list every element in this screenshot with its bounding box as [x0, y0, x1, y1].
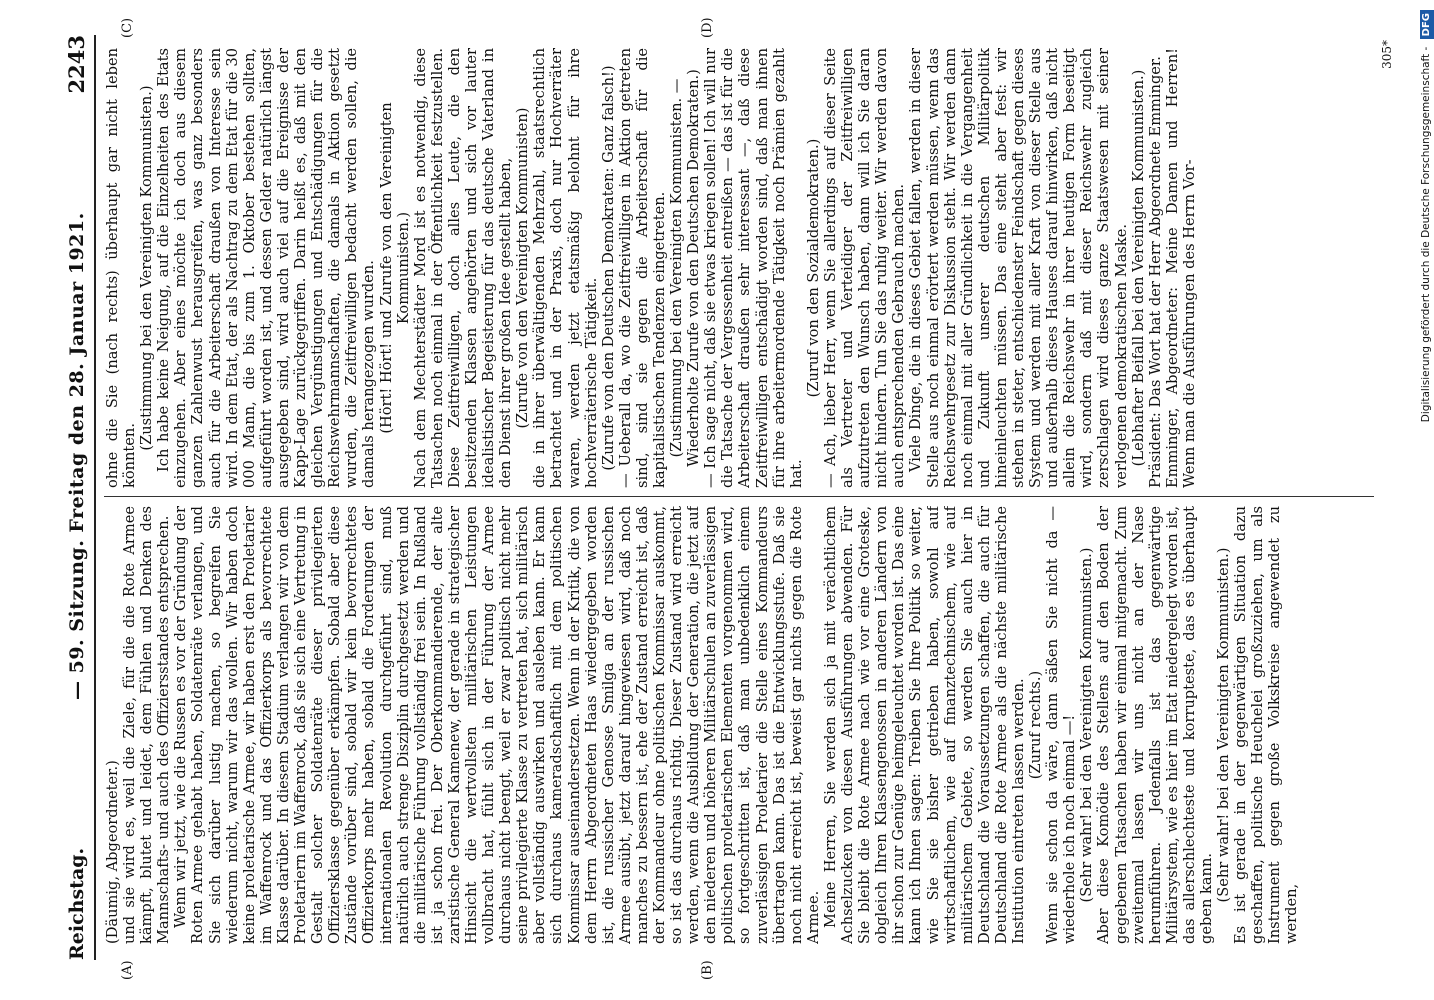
page-number: 2243: [64, 35, 89, 94]
paragraph: die in ihrer überwältigenden Mehrzahl, staatsrechtlich betrachtet und in der Praxis, doch nur Hochverräter waren, werden jetzt etatsmäßig belohnt für ihre hochverräterische Tätigkeit.: [531, 48, 600, 488]
paragraph: — Ich sage nicht, daß sie etwas kriegen sollen! Ich will nur die Tatsache der Vergessenheit entreißen — das ist für die Arbeiterschaft draußen sehr interessant —, daß diese Zeitfreiwilligen entschädigt worden sind, daß man ihnen für ihre arbeitermordende Tätigkeit noch Prämien gezahlt hat.: [702, 48, 805, 488]
paragraph: und sie wird es, weil die Ziele, für die die Rote Armee kämpft, blutet und leidet, dem Fühlen und Denken des Mannschafts- und auch des Offiziersstandes entsprechen.: [121, 506, 173, 944]
margin-marker-c: (C): [120, 17, 135, 38]
column-divider: [104, 496, 1374, 497]
right-text-column: [104, 48, 1374, 488]
paragraph: (Däumig, Abgeordneter.): [104, 760, 121, 944]
paragraph: (Sehr wahr! bei den Vereinigten Kommunisten.): [1215, 547, 1233, 903]
paragraph: (Zurufe von den Deutschen Demokraten: Ganz falsch!): [599, 65, 617, 471]
paragraph: (Zuruf von den Sozialdemokraten.): [804, 138, 822, 398]
paragraph: (Zustimmung bei den Vereinigten Kommunisten. — Wiederholte Zurufe von den Deutschen Demokraten.): [668, 69, 703, 467]
paragraph: Wenn sie schon da wäre, dann säßen Sie nicht da — wiederhole ich noch einmal —!: [1044, 506, 1079, 944]
margin-marker-a: (A): [120, 960, 135, 980]
header-session-date: — 59. Sitzung. Freitag den 28. Januar 1921.: [66, 212, 88, 700]
paragraph: (Zustimmung bei den Vereinigten Kommunisten.): [138, 85, 156, 451]
paragraph: Nach dem Mechterstädter Mord ist es notwendig, diese Tatsachen noch einmal in der Öffentlichkeit festzustellen. Diese Zeitfreiwilligen, doch alles Leute, die den besitzenden Klassen angehörten und sich vor lauter idealistischer Begeisterung für das deutsche Vaterland in den Dienst ihrer großen Idee gestellt haben,: [411, 48, 515, 488]
paragraph: ohne die Sie (nach rechts) überhaupt gar nicht leben könnten.: [104, 48, 139, 488]
paragraph: — Ueberall da, wo die Zeitfreiwilligen in Aktion getreten sind, sind sie gegen die Arbeiterschaft für die kapitalistischen Tendenzen eingetreten.: [616, 48, 668, 488]
paragraph: Viele Dinge, die in dieses Gebiet fallen, werden in dieser Stelle aus noch einmal erörtert werden müssen, wenn das Reichswehrgesetz zur Diskussion steht. Wir werden dann noch einmal mit aller Gründlichkeit in die Vergangenheit und Zukunft unserer deutschen Militärpolitik hineinleuchten müssen. Das eine steht aber fest: wir stehen in steter, entschiedenster Feindschaft gegen dieses System und werden mit aller Kraft von dieser Stelle aus und außerhalb dieses Hauses darauf hinwirken, daß nicht allein die Reichswehr in ihrer heutigen Form beseitigt wird, sondern daß mit dieser Reichswehr zugleich zerschlagen wird dieses ganze Staatswesen mit seiner verlogenen demokratischen Maske.: [907, 48, 1130, 488]
signature-mark: 305*: [1380, 40, 1394, 69]
paragraph: (Lebhafter Beifall bei den Vereinigten Kommunisten.): [1129, 69, 1147, 467]
paragraph: (Hört! Hört! und Zurufe von den Vereinigten Kommunisten.): [377, 102, 412, 434]
header-left: Reichstag.: [66, 847, 88, 960]
paragraph: — Ach, lieber Herr, wenn Sie allerdings auf dieser Seite als Vertreter und Verteidiger der Zeitfreiwilligen aufzutreten den Wunsch haben, dann will ich Sie daran nicht hindern. Tun Sie das ruhig weiter. Wir werden davon auch entsprechenden Gebrauch machen.: [821, 48, 908, 488]
paragraph: Meine Herren, Sie werden sich ja mit verächtlichem Achselzucken von diesen Ausführungen abwenden. Für Sie bleibt die Rote Armee nach wie vor eine Groteske, obgleich Ihren Klassengenossen in anderen Ländern von ihr schon zur Genüge heimgeleuchtet worden ist. Das eine kann ich Ihnen sagen: Treiben Sie Ihre Politik so weiter, wie Sie sie bisher getrieben haben, sowohl auf wirtschaftlichem, wie auf finanztechnischem, wie auf militärischem Gebiete, so werden Sie auch hier in Deutschland die Voraussetzungen schaffen, die auch für Deutschland die Rote Armee als die nächste militärische Institution eintreten lassen werden.: [821, 506, 1027, 944]
paragraph: Präsident: Das Wort hat der Herr Abgeordnete Emminger.: [1146, 56, 1164, 488]
paragraph: Wenn wir jetzt, wie die Russen es vor der Gründung der Roten Armee gehabt haben, Soldatenräte verlangen, und Sie sich darüber lustig machen, so begreifen Sie wiederum nicht, warum wir das wollen. Wir haben doch keine proletarische Armee, wir haben erst den Proletarier im Waffenrock und das Offizierkorps als bevorrechtete Klasse darüber. In diesem Stadium verlangen wir von dem Proletariern im Waffenrock, daß sie sich eine Vertretung in Gestalt solcher Soldatenräte dieser privilegierten Offiziersklasse gegenüber erkämpfen. Sobald aber diese Zustände vorüber sind, sobald wir kein bevorrechtetes Offizierkorps mehr haben, sobald die Forderungen der internationalen Revolution durchgeführt sind, muß natürlich auch strenge Disziplin durchgesetzt werden und die militärische Führung vollständig frei sein. In Rußland ist ja schon frei. Der Oberkommandierende, der alte zaristische General Kamenew, der gerade in strategischer Hinsicht die wertvollsten militärischen Leistungen vollbracht hat, fühlt sich in der Führung der Armee durchaus nicht beengt, weil er zwar politisch nicht mehr seine privilegierte Klasse zu vertreten hat, sich militärisch aber vollständig auswirken und ausleben kann. Er kann sich durchaus kameradschaftlich mit dem politischen Kommissar auseinandersetzen. Wenn in der Kritik, die von dem Herrn Abgeordneten Haas wiedergegeben worden ist, die russischer Genosse Smilga an der russischen Armee ausübt, jetzt darauf hingewiesen wird, daß noch manches zu bessern ist, ehe der Zustand erreicht ist, daß der Kommandeur ohne politischen Kommissar auskommt, so ist das durchaus richtig. Dieser Zustand wird erreicht werden, wenn die Ausbildung der Generation, die jetzt auf den niederen und höheren Militärschulen an zuverlässigen politischen proletarischen Elementen vorgenommen wird, so fortgeschritten ist, daß man unbedenklich einem zuverlässigen Proletarier die Stelle eines Kommandeurs übertragen kann. Das ist die Entwicklungsstufe. Daß sie noch nicht erreicht ist, beweist gar nichts gegen die Rote Armee.: [172, 506, 822, 944]
page-header: [60, 35, 96, 960]
paragraph: Emminger, Abgeordneter: Meine Damen und Herren! Wenn man die Ausführungen des Herrn Vor-: [1163, 48, 1198, 488]
margin-marker-d: (D): [700, 17, 715, 38]
paragraph: Aber diese Komödie des Stellens auf den Boden der gegebenen Tatsachen haben wir einmal mitgemacht. Zum zweitenmal lassen wir uns nicht an der Nase herumführen. Jedenfalls ist das gegenwärtige Militärsystem, wie es hier im Etat niedergelegt worden ist, das allerschlechteste und korrupteste, das es überhaupt geben kann.: [1095, 506, 1215, 944]
paragraph: Ich habe keine Neigung, auf die Einzelheiten des Etats einzugehen. Aber eines möchte ich doch aus diesem ganzen Zahlenwust herausgreifen, was ganz besonders auch für die Arbeiterschaft draußen von Interesse sein wird. In dem Etat, der als Nachtrag zu dem Etat für die 30 000 Mann, die bis zum 1. Oktober bestehen sollten, aufgeführt worden ist, und dessen Gelder natürlich längst ausgegeben sind, wird auch viel auf die Ereignisse der Kapp-Lage zurückgegriffen. Darin heißt es, daß mit den gleichen Vergünstigungen und Entschädigungen für die Reichswehrmannschaften, die damals in Aktion gesetzt wurden, die Zeitfreiwilligen bedacht werden sollen, die damals herangezogen wurden.: [155, 48, 378, 488]
left-text-column: [104, 506, 1374, 944]
dfg-logo: DFG: [1420, 10, 1434, 39]
paragraph: (Sehr wahr! bei den Vereinigten Kommunisten.): [1078, 547, 1096, 903]
paragraph: (Zuruf rechts.): [1027, 670, 1045, 780]
paragraph: (Zurufe von den Vereinigten Kommunisten): [514, 107, 532, 429]
digitization-credit: [1414, 0, 1434, 1000]
margin-marker-b: (B): [700, 960, 715, 980]
paragraph: Es ist gerade in der gegenwärtigen Situation dazu geschaffen, politische Heuchelei großzuziehen, um als Instrument gegen große Volkskreise angewendet zu werden,: [1232, 506, 1301, 944]
credit-text: Digitalisierung gefördert durch die Deutsche Forschungsgemeinschaft -: [1420, 46, 1432, 423]
